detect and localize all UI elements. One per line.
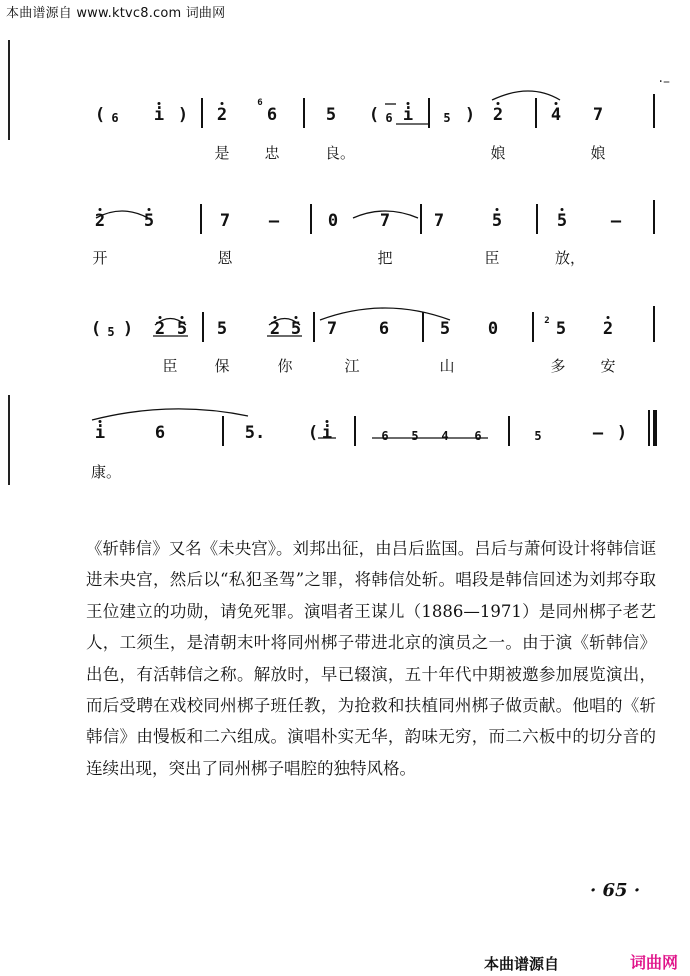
bar-line (222, 416, 224, 446)
octave-dot (221, 102, 224, 105)
lyric-char: 安 (600, 357, 616, 375)
score-note: 6 (474, 429, 482, 443)
lyric-char: 江 (344, 357, 360, 375)
lyric-char: 多 (550, 357, 566, 375)
score-note: 2 (269, 319, 281, 339)
bar-line (354, 416, 356, 446)
octave-dot (555, 102, 558, 105)
final-bar-line (653, 410, 657, 446)
score-note: – (268, 211, 280, 231)
score-note: ( (307, 423, 319, 443)
octave-dot (181, 316, 184, 319)
score-note: 5. (244, 423, 266, 443)
score-note: 6 (385, 111, 393, 125)
corner-mark: ·– (658, 74, 670, 90)
lyric-char: 放， (554, 249, 586, 267)
bar-line (653, 94, 655, 128)
score-note: 2 (602, 319, 614, 339)
score-note: 6 (266, 105, 278, 125)
score-note: 6 (257, 98, 263, 108)
score-note: 0 (327, 211, 339, 231)
score-note: 5 (555, 319, 567, 339)
lyric-char: 忠 (264, 144, 280, 162)
footer-brand-logo: 词曲网 (630, 953, 679, 972)
score-note: 6 (154, 423, 166, 443)
lyric-char: 娘 (590, 144, 606, 162)
octave-dot (148, 208, 151, 211)
score-note: 5 (534, 429, 542, 443)
score-note: 6 (111, 111, 119, 125)
lyric-char: 你 (277, 357, 293, 375)
score-note: i (402, 105, 414, 125)
bar-line (310, 204, 312, 234)
score-note: 7 (219, 211, 231, 231)
octave-dot (274, 316, 277, 319)
lyric-char: 恩 (217, 249, 233, 267)
bar-line (201, 98, 203, 128)
score-note: 7 (433, 211, 445, 231)
score-note: 5 (443, 111, 451, 125)
score-note: i (94, 423, 106, 443)
bar-line (508, 416, 510, 446)
lyric-char: 臣 (162, 357, 178, 375)
score-note: 5 (411, 429, 419, 443)
score-note: 5 (556, 211, 568, 231)
octave-dot (607, 316, 610, 319)
description-paragraph: 《斩韩信》又名《未央宫》。刘邦出征，由吕后监国。吕后与萧何设计将韩信诓进未央宫，然后以“私犯圣驾”之罪，将韩信处斩。唱段是韩信回述为刘邦夺取王位建立的功勋，请免死罪。演唱者王谋儿（1886—1971）是同州梆子老艺人，工须生，是清朝末叶将同州梆子带进北京的演员之一。由于演《斩韩信》出色，有活韩信之称。解放时，早已辍演，五十年代中期被邀参加展览演出，而后受聘在戏校同州梆子班任教，为抢救和扶植同州梆子做贡献。他唱的《斩韩信》由慢板和二六组成。演唱朴实无华，韵味无穷，而二六板中的切分音的连续出现，突出了同州梆子唱腔的独特风格。 (86, 539, 656, 778)
lyric-char: 康。 (90, 463, 122, 481)
score-note: ( (94, 105, 106, 125)
score-note: 5 (143, 211, 155, 231)
score-note: ) (122, 319, 134, 339)
lyric-char: 良。 (324, 144, 356, 162)
bar-line (653, 306, 655, 342)
octave-dot (99, 420, 102, 423)
score-note: i (321, 423, 333, 443)
score-note: 6 (378, 319, 390, 339)
score-note: 2 (492, 105, 504, 125)
score-note: 0 (487, 319, 499, 339)
octave-dot (295, 316, 298, 319)
lyric-char: 山 (439, 357, 455, 375)
score-note: 6 (381, 429, 389, 443)
score-note: 5 (216, 319, 228, 339)
bar-line (200, 204, 202, 234)
score-note: ( (368, 105, 380, 125)
score-note: 2 (216, 105, 228, 125)
octave-dot (407, 102, 410, 105)
bar-line (428, 98, 430, 128)
score-note: 4 (441, 429, 449, 443)
score-note: 5 (107, 325, 115, 339)
score-note: – (592, 423, 604, 443)
octave-dot (158, 102, 161, 105)
score-note: 2 (544, 316, 550, 326)
bar-line (313, 312, 315, 342)
score-note: ) (177, 105, 189, 125)
score-note: 2 (154, 319, 166, 339)
bar-line (532, 312, 534, 342)
octave-dot (326, 420, 329, 423)
score-note: 5 (491, 211, 503, 231)
lyric-char: 娘 (490, 144, 506, 162)
site-header: 本曲谱源自 www.ktvc8.com 词曲网 (6, 6, 226, 21)
score-note: 7 (592, 105, 604, 125)
bar-line (535, 98, 537, 128)
lyric-char: 臣 (484, 249, 500, 267)
score-note: 7 (326, 319, 338, 339)
score-note: 4 (550, 105, 562, 125)
footer-source-label: 本曲谱源自 (484, 955, 560, 973)
score-note: ( (90, 319, 102, 339)
bar-line (202, 312, 204, 342)
score-note: 2 (94, 211, 106, 231)
lyric-char: 保 (214, 357, 230, 375)
score-note: 5 (325, 105, 337, 125)
octave-dot (496, 208, 499, 211)
bar-line (422, 312, 424, 342)
score-note: ) (464, 105, 476, 125)
bar-line (303, 98, 305, 128)
score-note: ) (616, 423, 628, 443)
page-number: · 65 · (590, 880, 641, 901)
score-note: 7 (379, 211, 391, 231)
bar-line (536, 204, 538, 234)
score-note: 5 (439, 319, 451, 339)
octave-dot (497, 102, 500, 105)
bar-line (653, 200, 655, 234)
score-note: 5 (176, 319, 188, 339)
octave-dot (159, 316, 162, 319)
final-bar-line (648, 410, 650, 446)
lyric-char: 把 (377, 249, 393, 267)
bar-line (420, 204, 422, 234)
score-note: i (153, 105, 165, 125)
octave-dot (561, 208, 564, 211)
score-note: – (610, 211, 622, 231)
lyric-char: 是 (214, 144, 230, 162)
lyric-char: 开 (92, 249, 108, 267)
score-note: 5 (290, 319, 302, 339)
octave-dot (99, 208, 102, 211)
